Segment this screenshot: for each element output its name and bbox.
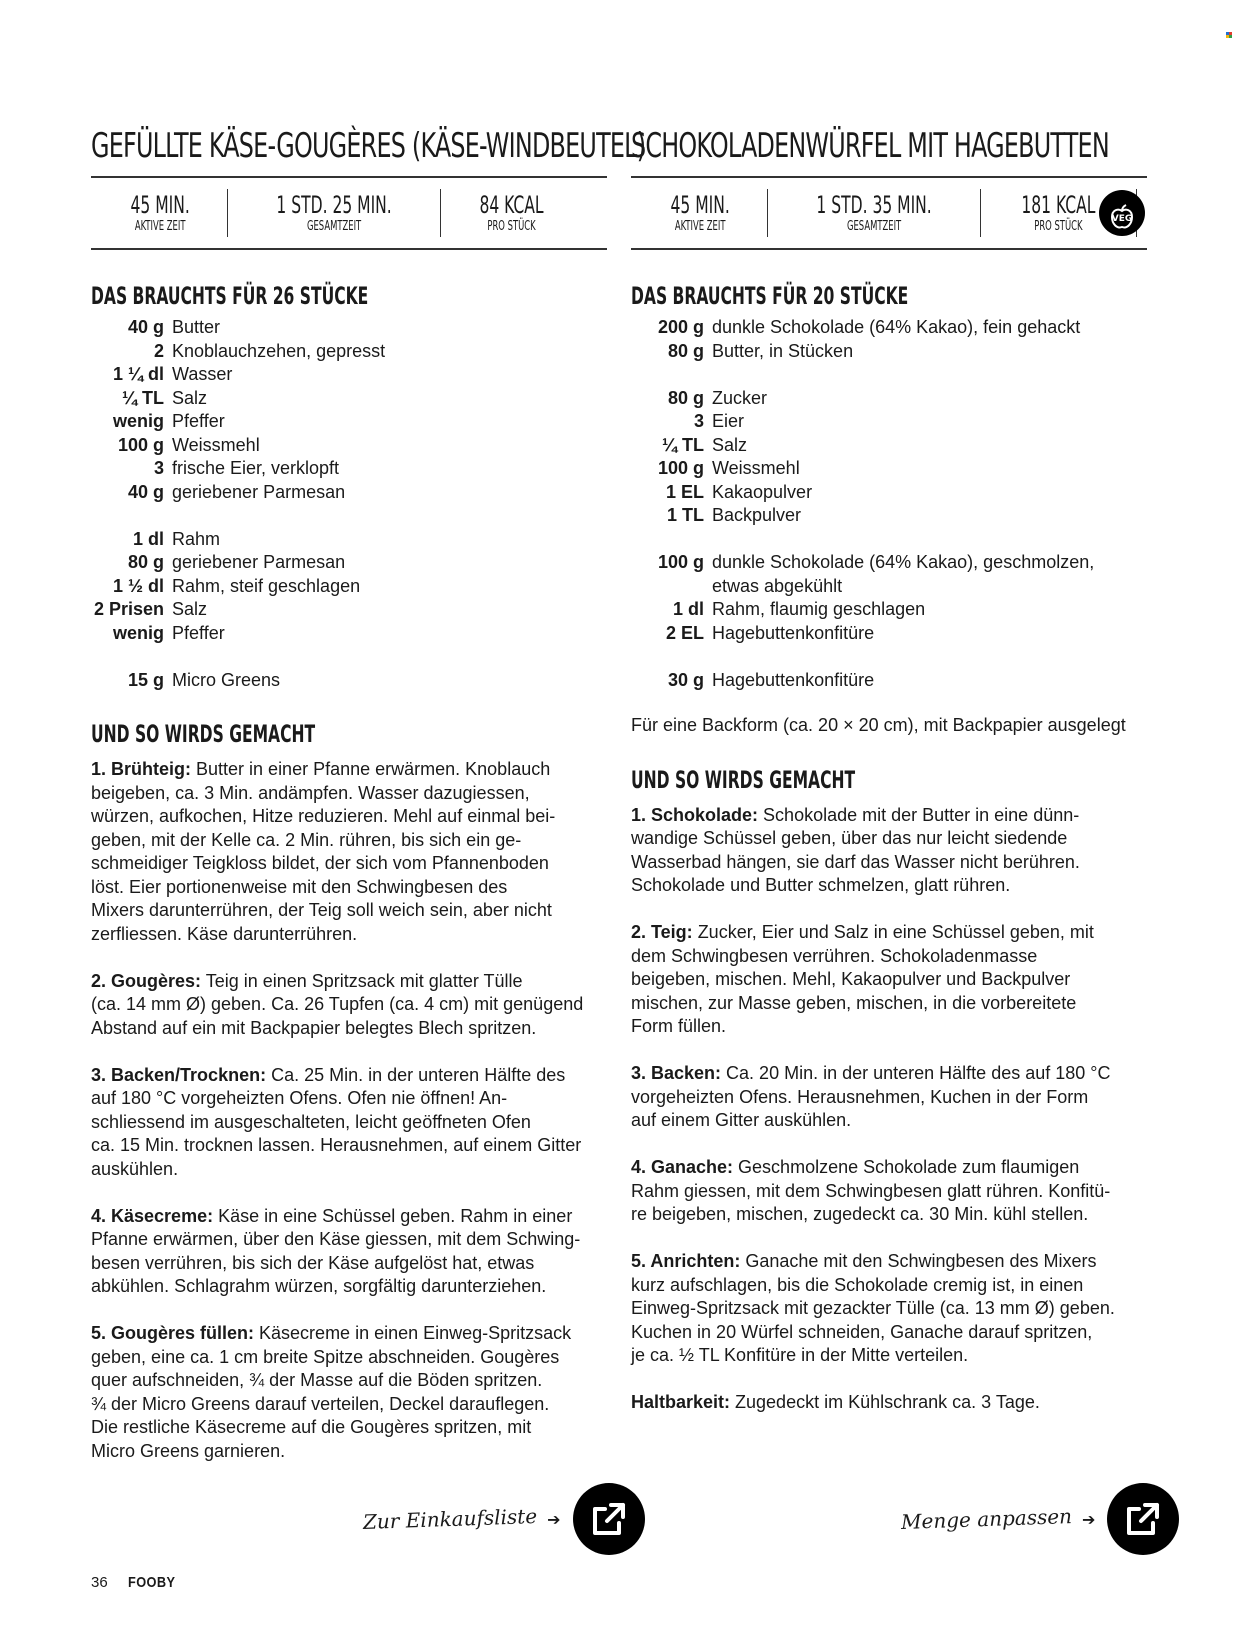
recipe-step <box>91 1322 607 1463</box>
ingredient-quantity: 1 EL <box>665 481 704 502</box>
external-link-icon <box>589 1499 629 1539</box>
ingredient-list <box>631 316 1147 692</box>
ingredient-name <box>712 316 1147 340</box>
meta-label: PRO STÜCK <box>1034 219 1084 234</box>
brand-mark <box>1226 32 1232 38</box>
ingredient-row <box>631 669 1147 693</box>
step-text: Ganache mit den Schwingbesen des Mixers <box>740 1251 1097 1271</box>
step-text: Mixers darunterrühren, der Teig soll weich sein, aber nicht <box>91 900 552 920</box>
ingredient-name <box>712 669 1147 693</box>
step-title: 3. Backen: <box>631 1063 722 1083</box>
ingredient-name <box>172 434 607 458</box>
step-title: Haltbarkeit: <box>631 1392 731 1412</box>
ingredient-name-line: Rahm, steif geschlagen <box>172 575 361 596</box>
step-line <box>91 1017 607 1041</box>
step-list <box>91 758 607 1463</box>
meta-value: 181 KCAL <box>1021 191 1096 219</box>
step-text: beigeben, ca. 3 Min. andämpfen. Wasser dazugiessen, <box>91 782 530 803</box>
ingredient-row <box>91 598 607 622</box>
ingredient-row <box>631 457 1147 481</box>
ingredient-name <box>712 551 1147 598</box>
equipment-note: Für eine Backform (ca. 20 × 20 cm), mit Backpapier ausgelegt <box>631 715 1126 735</box>
step-line <box>631 1344 1147 1368</box>
ingredient-quantity: wenig <box>112 411 164 431</box>
recipe-step <box>631 1062 1147 1133</box>
ingredient-name-line: Weissmehl <box>172 434 260 455</box>
step-line <box>631 968 1147 992</box>
steps-heading: UND SO WIRDS GEMACHT <box>631 765 856 794</box>
ingredient-name-line: Salz <box>712 434 748 455</box>
recipe-title: GEFÜLLTE KÄSE-GOUGÈRES (KÄSE-WINDBEUTEL) <box>91 126 646 166</box>
ingredient-name-line: Backpulver <box>712 505 802 525</box>
ingredient-name <box>172 669 607 693</box>
ingredient-name-line: Micro Greens <box>172 669 281 690</box>
ingredient-row <box>91 434 607 458</box>
ingredient-quantity: wenig <box>112 622 164 643</box>
ingredient-name <box>712 622 1147 646</box>
step-line <box>91 1134 607 1158</box>
step-text: Geschmolzene Schokolade zum flaumigen <box>733 1157 1080 1177</box>
step-text: ca. 15 Min. trocknen lassen. Herausnehmen, auf einem Gitter <box>91 1135 582 1155</box>
step-line <box>91 1228 607 1252</box>
ingredient-name <box>172 387 607 411</box>
brand-name: FOOBY <box>127 1574 176 1591</box>
recipe-step <box>91 758 607 946</box>
step-line <box>631 1391 1147 1415</box>
ingredient-row <box>91 622 607 646</box>
step-line <box>631 1321 1147 1345</box>
step-line <box>91 876 607 900</box>
ingredient-name <box>172 481 607 505</box>
ingredient-name-line: Wasser <box>172 364 233 384</box>
ingredient-name-line: Pfeffer <box>172 411 225 431</box>
ingredient-name <box>712 340 1147 364</box>
ingredient-quantity: 1 ¼ dl <box>112 364 164 384</box>
ingredient-row <box>91 457 607 481</box>
step-title: 5. Anrichten: <box>631 1251 741 1271</box>
step-line <box>91 758 607 782</box>
step-line <box>91 1158 607 1182</box>
step-line <box>631 874 1147 898</box>
ingredient-name <box>172 340 607 364</box>
step-line <box>631 1250 1147 1274</box>
ingredient-name-line: Butter, in Stücken <box>712 340 854 361</box>
adjust-quantity-cta[interactable] <box>901 1483 1179 1555</box>
ingredient-quantity: 30 g <box>667 669 704 690</box>
adjust-quantity-button[interactable] <box>1107 1483 1179 1555</box>
ingredient-row <box>631 316 1147 340</box>
step-text: zerfliessen. Käse darunterrühren. <box>91 923 358 944</box>
step-line <box>91 970 607 994</box>
step-text: Zugedeckt im Kühlschrank ca. 3 Tage. <box>730 1392 1040 1412</box>
step-text: dem Schwingbesen verrühren. Schokoladenmasse <box>631 945 1038 966</box>
step-line <box>631 992 1147 1016</box>
step-text: Butter in einer Pfanne erwärmen. Knoblauch <box>191 759 551 779</box>
step-line <box>631 804 1147 828</box>
ingredient-row <box>631 622 1147 646</box>
step-line <box>631 851 1147 875</box>
ingredient-name-line: geriebener Parmesan <box>172 481 346 502</box>
meta-active-time <box>91 189 228 237</box>
step-text: kurz aufschlagen, bis die Schokolade cremig ist, in einen <box>631 1274 1084 1295</box>
step-text: Pfanne erwärmen, über den Käse giessen, mit dem Schwing- <box>91 1229 581 1249</box>
page-footer <box>91 1574 184 1591</box>
ingredient-row <box>91 363 607 387</box>
recipe-step <box>631 1391 1147 1415</box>
ingredient-row <box>91 316 607 340</box>
step-text: quer aufschneiden, ¾ der Masse auf die Böden spritzen. <box>91 1370 543 1390</box>
step-text: beigeben, mischen. Mehl, Kakaopulver und Backpulver <box>631 969 1071 989</box>
ingredient-quantity: 1 dl <box>132 528 164 549</box>
ingredient-quantity: ¼ TL <box>121 387 164 408</box>
step-text: würzen, aufkochen, Hitze reduzieren. Mehl auf einmal bei- <box>91 806 556 826</box>
step-text: auskühlen. <box>91 1158 179 1179</box>
ingredient-row <box>631 340 1147 364</box>
ingredient-row <box>631 387 1147 411</box>
step-text: Schokolade mit der Butter in eine dünn- <box>758 804 1080 825</box>
ingredient-row <box>631 481 1147 505</box>
step-line <box>631 1180 1147 1204</box>
step-line <box>91 1275 607 1299</box>
ingredient-name-line: Zucker <box>712 387 768 408</box>
step-line <box>631 1086 1147 1110</box>
step-line <box>91 1252 607 1276</box>
step-text: Ca. 25 Min. in der unteren Hälfte des <box>266 1064 566 1085</box>
ingredient-row <box>91 528 607 552</box>
ingredient-name-line: Weissmehl <box>712 458 800 478</box>
ingredient-quantity: 15 g <box>127 669 164 690</box>
step-text: Die restliche Käsecreme auf die Gougères spritzen, mit <box>91 1417 532 1437</box>
ingredient-name-line: etwas abgekühlt <box>712 575 843 596</box>
step-line <box>91 829 607 853</box>
step-line <box>631 1062 1147 1086</box>
recipe-step <box>631 1156 1147 1227</box>
step-title: 1. Schokolade: <box>631 804 759 825</box>
step-text: Rahm giessen, mit dem Schwingbesen glatt rühren. Konfitü- <box>631 1180 1111 1201</box>
ingredient-name-line: frische Eier, verklopft <box>172 458 340 478</box>
ingredient-quantity: 1 TL <box>666 505 704 525</box>
step-text: wandige Schüssel geben, über das nur leicht siedende <box>631 828 1068 848</box>
ingredient-quantity: 100 g <box>117 434 164 455</box>
recipe-meta <box>631 176 1147 250</box>
step-text: Wasserbad hängen, sie darf das Wasser nicht berühren. <box>631 851 1080 872</box>
ingredient-name <box>172 598 607 622</box>
step-line <box>91 852 607 876</box>
shopping-list-button[interactable] <box>573 1483 645 1555</box>
ingredient-quantity: 80 g <box>127 552 164 572</box>
ingredient-quantity: 2 EL <box>665 622 704 643</box>
ingredient-name <box>712 457 1147 481</box>
ingredient-name-line: Hagebuttenkonfitüre <box>712 622 875 643</box>
ingredient-row <box>91 669 607 693</box>
ingredient-name-line: geriebener Parmesan <box>172 552 346 572</box>
meta-total-time <box>768 189 981 237</box>
step-line <box>91 805 607 829</box>
step-line <box>91 993 607 1017</box>
ingredient-quantity: 100 g <box>657 458 704 478</box>
ingredient-quantity: 40 g <box>127 481 164 502</box>
ingredient-name-line: dunkle Schokolade (64% Kakao), fein gehackt <box>712 317 1081 337</box>
step-line <box>91 1416 607 1440</box>
step-line <box>91 1369 607 1393</box>
step-title: 4. Ganache: <box>631 1157 734 1177</box>
step-text: Teig in einen Spritzsack mit glatter Tülle <box>201 970 523 991</box>
ingredient-name <box>172 551 607 575</box>
ingredient-name-line: Salz <box>172 387 208 408</box>
ingredient-name <box>172 457 607 481</box>
ingredient-name <box>172 528 607 552</box>
step-text: Käse in eine Schüssel geben. Rahm in einer <box>213 1205 573 1226</box>
step-title: 2. Teig: <box>631 922 693 942</box>
ingredient-quantity: 80 g <box>667 387 704 408</box>
ingredient-quantity: 200 g <box>657 317 704 337</box>
ingredient-row <box>631 504 1147 528</box>
step-text: geben, mit der Kelle ca. 2 Min. rühren, bis sich ein ge- <box>91 829 522 850</box>
ingredient-row <box>631 410 1147 434</box>
meta-label: PRO STÜCK <box>487 219 537 234</box>
recipe-step <box>631 1250 1147 1368</box>
step-text: Form füllen. <box>631 1016 727 1036</box>
ingredient-name-line: Kakaopulver <box>712 481 813 502</box>
ingredients-heading: DAS BRAUCHTS FÜR 26 STÜCKE <box>91 282 369 310</box>
step-title: 4. Käsecreme: <box>91 1205 214 1226</box>
external-link-icon <box>1123 1499 1163 1539</box>
meta-label: AKTIVE ZEIT <box>674 219 726 234</box>
ingredient-name-line: Eier <box>712 411 745 431</box>
step-text: Kuchen in 20 Würfel schneiden, Ganache darauf spritzen, <box>631 1321 1093 1342</box>
arrow-right-icon: ➔ <box>547 1509 561 1529</box>
step-line <box>631 1274 1147 1298</box>
ingredient-name-line: Knoblauchzehen, gepresst <box>172 340 386 361</box>
page-number: 36 <box>91 1574 108 1591</box>
step-text: Zucker, Eier und Salz in eine Schüssel geben, mit <box>692 922 1094 942</box>
step-line <box>631 1203 1147 1227</box>
step-text: Abstand auf ein mit Backpapier belegtes Blech spritzen. <box>91 1017 537 1038</box>
step-line <box>631 1015 1147 1039</box>
ingredient-row <box>91 340 607 364</box>
step-text: schmeidiger Teigkloss bildet, der sich vom Pfannenboden <box>91 853 549 873</box>
meta-label: AKTIVE ZEIT <box>134 219 186 234</box>
step-line <box>91 1440 607 1464</box>
ingredient-name-line: Rahm <box>172 528 221 549</box>
ingredient-quantity: 2 <box>153 340 164 361</box>
ingredient-quantity: 3 <box>693 411 704 431</box>
ingredient-name <box>172 316 607 340</box>
ingredient-quantity: 100 g <box>657 552 704 572</box>
meta-total-time <box>228 189 441 237</box>
meta-value: 1 STD. 35 MIN. <box>816 191 933 219</box>
ingredient-quantity: 80 g <box>667 340 704 361</box>
step-text: geben, eine ca. 1 cm breite Spitze abschneiden. Gougères <box>91 1346 560 1367</box>
step-line <box>631 921 1147 945</box>
step-list <box>631 804 1147 1415</box>
ingredient-name <box>712 504 1147 528</box>
step-title: 2. Gougères: <box>91 970 202 991</box>
shopping-list-cta[interactable] <box>363 1483 645 1555</box>
recipe-left <box>91 118 646 1487</box>
step-line <box>91 1111 607 1135</box>
ingredient-name-line: dunkle Schokolade (64% Kakao), geschmolzen, <box>712 552 1095 572</box>
meta-active-time <box>631 189 768 237</box>
ingredient-quantity: 3 <box>153 458 164 478</box>
step-line <box>91 1205 607 1229</box>
meta-value: 45 MIN. <box>130 191 190 219</box>
ingredient-quantity: ¼ TL <box>661 434 704 455</box>
ingredient-name <box>172 622 607 646</box>
step-text: abkühlen. Schlagrahm würzen, sorgfältig darunterziehen. <box>91 1276 547 1296</box>
ingredient-row <box>91 551 607 575</box>
ingredient-row <box>631 551 1147 598</box>
ingredient-row <box>91 387 607 411</box>
ingredient-name-line: Hagebuttenkonfitüre <box>712 669 875 690</box>
ingredient-quantity: 1 dl <box>672 599 704 619</box>
ingredients-heading: DAS BRAUCHTS FÜR 20 STÜCKE <box>631 282 909 310</box>
step-text: vorgeheizten Ofens. Herausnehmen, Kuchen in der Form <box>631 1086 1089 1107</box>
step-line <box>631 1156 1147 1180</box>
step-text: ¾ der Micro Greens darauf verteilen, Deckel darauflegen. <box>91 1393 550 1414</box>
step-line <box>91 1322 607 1346</box>
recipe-title: SCHOKOLADENWÜRFEL MIT HAGEBUTTEN <box>631 126 1109 166</box>
step-line <box>91 1064 607 1088</box>
ingredient-row <box>91 410 607 434</box>
ingredient-name <box>712 481 1147 505</box>
ingredient-row <box>631 434 1147 458</box>
meta-label: GESAMTZEIT <box>847 219 902 234</box>
step-text: mischen, zur Masse geben, mischen, in die vorbereitete <box>631 992 1077 1013</box>
meta-value: 1 STD. 25 MIN. <box>276 191 393 219</box>
step-line <box>91 782 607 806</box>
ingredient-row <box>91 575 607 599</box>
recipe-right <box>631 118 1147 1438</box>
step-text: besen verrühren, bis sich der Käse aufgelöst hat, etwas <box>91 1252 535 1273</box>
recipe-meta <box>91 176 607 250</box>
step-title: 5. Gougères füllen: <box>91 1323 255 1343</box>
ingredient-quantity: 40 g <box>127 317 164 337</box>
step-text: je ca. ½ TL Konfitüre in der Mitte verteilen. <box>631 1345 969 1365</box>
steps-heading: UND SO WIRDS GEMACHT <box>91 720 316 748</box>
shopping-list-label: Zur Einkaufsliste <box>362 1503 538 1535</box>
step-line <box>631 827 1147 851</box>
step-text: (ca. 14 mm Ø) geben. Ca. 26 Tupfen (ca. 4 cm) mit genügend <box>91 994 584 1014</box>
step-title: 1. Brühteig: <box>91 759 192 779</box>
step-text: Käsecreme in einen Einweg-Spritzsack <box>254 1323 572 1343</box>
ingredient-name-line: Pfeffer <box>172 622 225 643</box>
ingredient-name <box>712 598 1147 622</box>
recipe-step <box>91 1205 607 1299</box>
step-text: re beigeben, mischen, zugedeckt ca. 30 Min. kühl stellen. <box>631 1204 1089 1224</box>
step-line <box>631 945 1147 969</box>
adjust-quantity-label: Menge anpassen <box>900 1504 1073 1534</box>
step-text: Ca. 20 Min. in der unteren Hälfte des auf 180 °C <box>721 1063 1111 1083</box>
step-text: Schokolade und Butter schmelzen, glatt rühren. <box>631 875 1011 895</box>
step-text: schliessend im ausgeschalteten, leicht geöffneten Ofen <box>91 1111 531 1132</box>
step-text: auf einem Gitter auskühlen. <box>631 1110 852 1130</box>
veg-badge <box>1099 190 1145 236</box>
arrow-right-icon: ➔ <box>1081 1509 1096 1529</box>
veg-label: VEG <box>1111 213 1133 224</box>
ingredient-quantity: 2 Prisen <box>93 599 164 619</box>
step-line <box>91 1346 607 1370</box>
ingredient-name <box>172 410 607 434</box>
step-line <box>91 1087 607 1111</box>
step-line <box>91 923 607 947</box>
ingredient-name <box>172 575 607 599</box>
ingredient-list <box>91 316 607 692</box>
meta-label: GESAMTZEIT <box>307 219 362 234</box>
step-text: löst. Eier portionenweise mit den Schwingbesen des <box>91 876 508 897</box>
step-line <box>91 1393 607 1417</box>
recipe-step <box>631 921 1147 1039</box>
meta-calories <box>441 189 582 237</box>
ingredient-name <box>172 363 607 387</box>
step-line <box>631 1297 1147 1321</box>
ingredient-quantity: 1 ½ dl <box>112 575 164 596</box>
meta-value: 45 MIN. <box>670 191 730 219</box>
step-title: 3. Backen/Trocknen: <box>91 1064 267 1085</box>
step-line <box>631 1109 1147 1133</box>
ingredient-name-line: Rahm, flaumig geschlagen <box>712 599 926 619</box>
ingredient-name <box>712 410 1147 434</box>
step-line <box>91 899 607 923</box>
recipe-step <box>91 1064 607 1182</box>
ingredient-row <box>91 481 607 505</box>
recipe-step <box>631 804 1147 898</box>
step-text: Einweg-Spritzsack mit gezackter Tülle (ca. 13 mm Ø) geben. <box>631 1298 1115 1318</box>
ingredient-name <box>712 387 1147 411</box>
meta-value: 84 KCAL <box>479 191 545 219</box>
step-text: Micro Greens garnieren. <box>91 1440 286 1461</box>
ingredient-name <box>712 434 1147 458</box>
step-text: auf 180 °C vorgeheizten Ofens. Ofen nie öffnen! An- <box>91 1088 508 1108</box>
recipe-step <box>91 970 607 1041</box>
ingredient-name-line: Salz <box>172 599 208 619</box>
ingredient-name-line: Butter <box>172 317 221 337</box>
ingredient-row <box>631 598 1147 622</box>
